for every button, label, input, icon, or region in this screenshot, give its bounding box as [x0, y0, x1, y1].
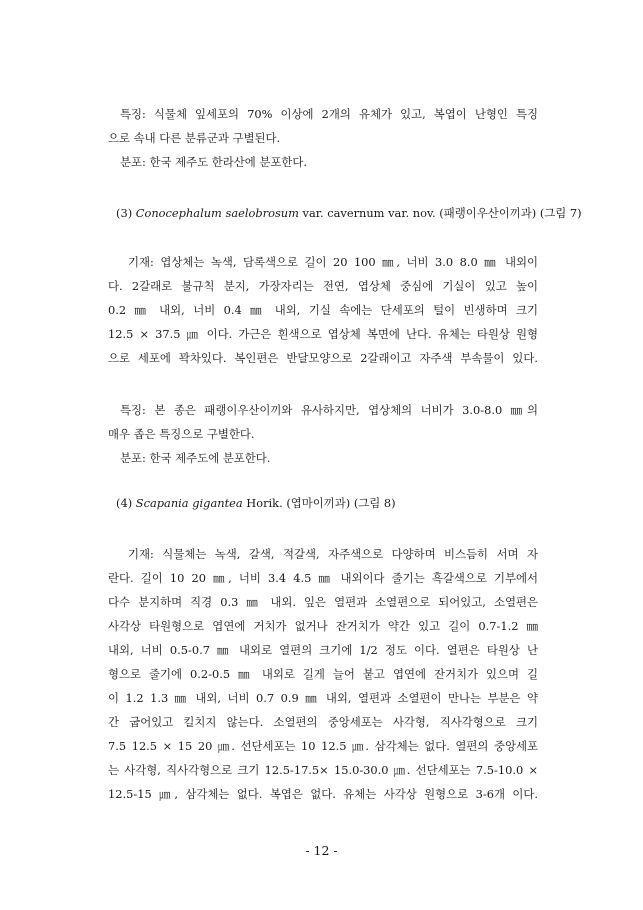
description-line: 간 굽어있고 킬치지 않는다. 소열편의 중앙세포는 사각형, 직사각형으로 크기	[108, 715, 538, 729]
description-line: 이 1.2 1.3 ㎜ 내외, 너비 0.7 0.9 ㎜ 내외, 열편과 소열편이 만나는 부분은 약	[108, 691, 538, 705]
feature-text-line: 매우 좁은 특징으로 구별한다.	[108, 427, 255, 441]
description-line: 기재: 엽상체는 녹색, 담록색으로 길이 20 100 ㎜, 너비 3.0 8.0 ㎜ 내외이	[128, 255, 538, 269]
description-line: 형으로 줄기에 0.2-0.5 ㎜ 내외로 길게 늘어 붙고 엽연에 잔거치가 있으며 길	[108, 667, 538, 681]
description-line: 12.5-15 ㎛, 삼각체는 없다. 복엽은 없다. 유체는 사각상 원형으로 3-6개 이다.	[108, 787, 538, 801]
heading-number: (4)	[116, 496, 136, 510]
heading-rest: var. cavernum var. nov. (패랭이우산이끼과) (그림 7)	[298, 206, 582, 220]
distribution-text: 분포: 한국 제주도에 분포한다.	[120, 451, 271, 465]
heading-rest: Horik. (엽마이끼과) (그림 8)	[242, 496, 396, 510]
feature-text-line: 특징: 식물체 잎세포의 70% 이상에 2개의 유체가 있고, 복엽이 난형인 특징	[120, 107, 538, 121]
description-line: 12.5 × 37.5 ㎛ 이다. 가근은 흰색으로 엽상체 복면에 난다. 유체는 타원상 원형	[108, 327, 538, 341]
description-line: 으로 세포에 꽉차있다. 복인편은 반달모양으로 2갈래이고 자주색 부속물이 있다.	[108, 351, 538, 365]
description-line: 사각상 타원형으로 엽연에 거치가 없거나 잔거치가 약간 있고 길이 0.7-1.2 ㎜	[108, 619, 538, 633]
description-line: 다수 분지하며 직경 0.3 ㎜ 내외. 잎은 열편과 소열편으로 되어있고, 소열편은	[108, 595, 538, 609]
scientific-name: Scapania gigantea	[135, 496, 243, 510]
description-line: 0.2 ㎜ 내외, 너비 0.4 ㎜ 내외, 기실 속에는 단세포의 털이 빈생하며 크기	[108, 303, 538, 317]
species-heading	[116, 205, 582, 221]
description-line: 란다. 길이 10 20 ㎜, 너비 3.4 4.5 ㎜ 내외이다 줄기는 흑갈색으로 기부에서	[108, 571, 538, 585]
description-line: 내외, 너비 0.5-0.7 ㎜ 내외로 열편의 크기에 1/2 정도 이다. 열편은 타원상 난	[108, 643, 538, 657]
scientific-name: Conocephalum saelobrosum	[135, 206, 299, 220]
description-line: 기재: 식물체는 녹색, 갈색, 적갈색, 자주색으로 다양하며 비스듬히 서며 자	[128, 547, 538, 561]
species-heading	[116, 495, 396, 511]
feature-text-line: 으로 속내 다른 분류군과 구별된다.	[108, 131, 281, 145]
description-line: 는 사각형, 직사각형으로 크기 12.5-17.5× 15.0-30.0 ㎛. 선단세포는 7.5-10.0 ×	[108, 763, 538, 777]
page-number: - 12 -	[305, 843, 338, 858]
distribution-text: 분포: 한국 제주도 한라산에 분포한다.	[120, 155, 307, 169]
description-line: 7.5 12.5 × 15 20 ㎛. 선단세포는 10 12.5 ㎛. 삼각체는 없다. 열편의 중앙세포	[108, 739, 538, 753]
feature-text-line: 특징: 본 종은 패랭이우산이끼와 유사하지만, 엽상체의 너비가 3.0-8.0 ㎜의	[120, 403, 538, 417]
description-line: 다. 2갈래로 불규칙 분지, 가장자리는 전연, 엽상체 중심에 기실이 있고 높이	[108, 279, 538, 293]
heading-number: (3)	[116, 206, 136, 220]
